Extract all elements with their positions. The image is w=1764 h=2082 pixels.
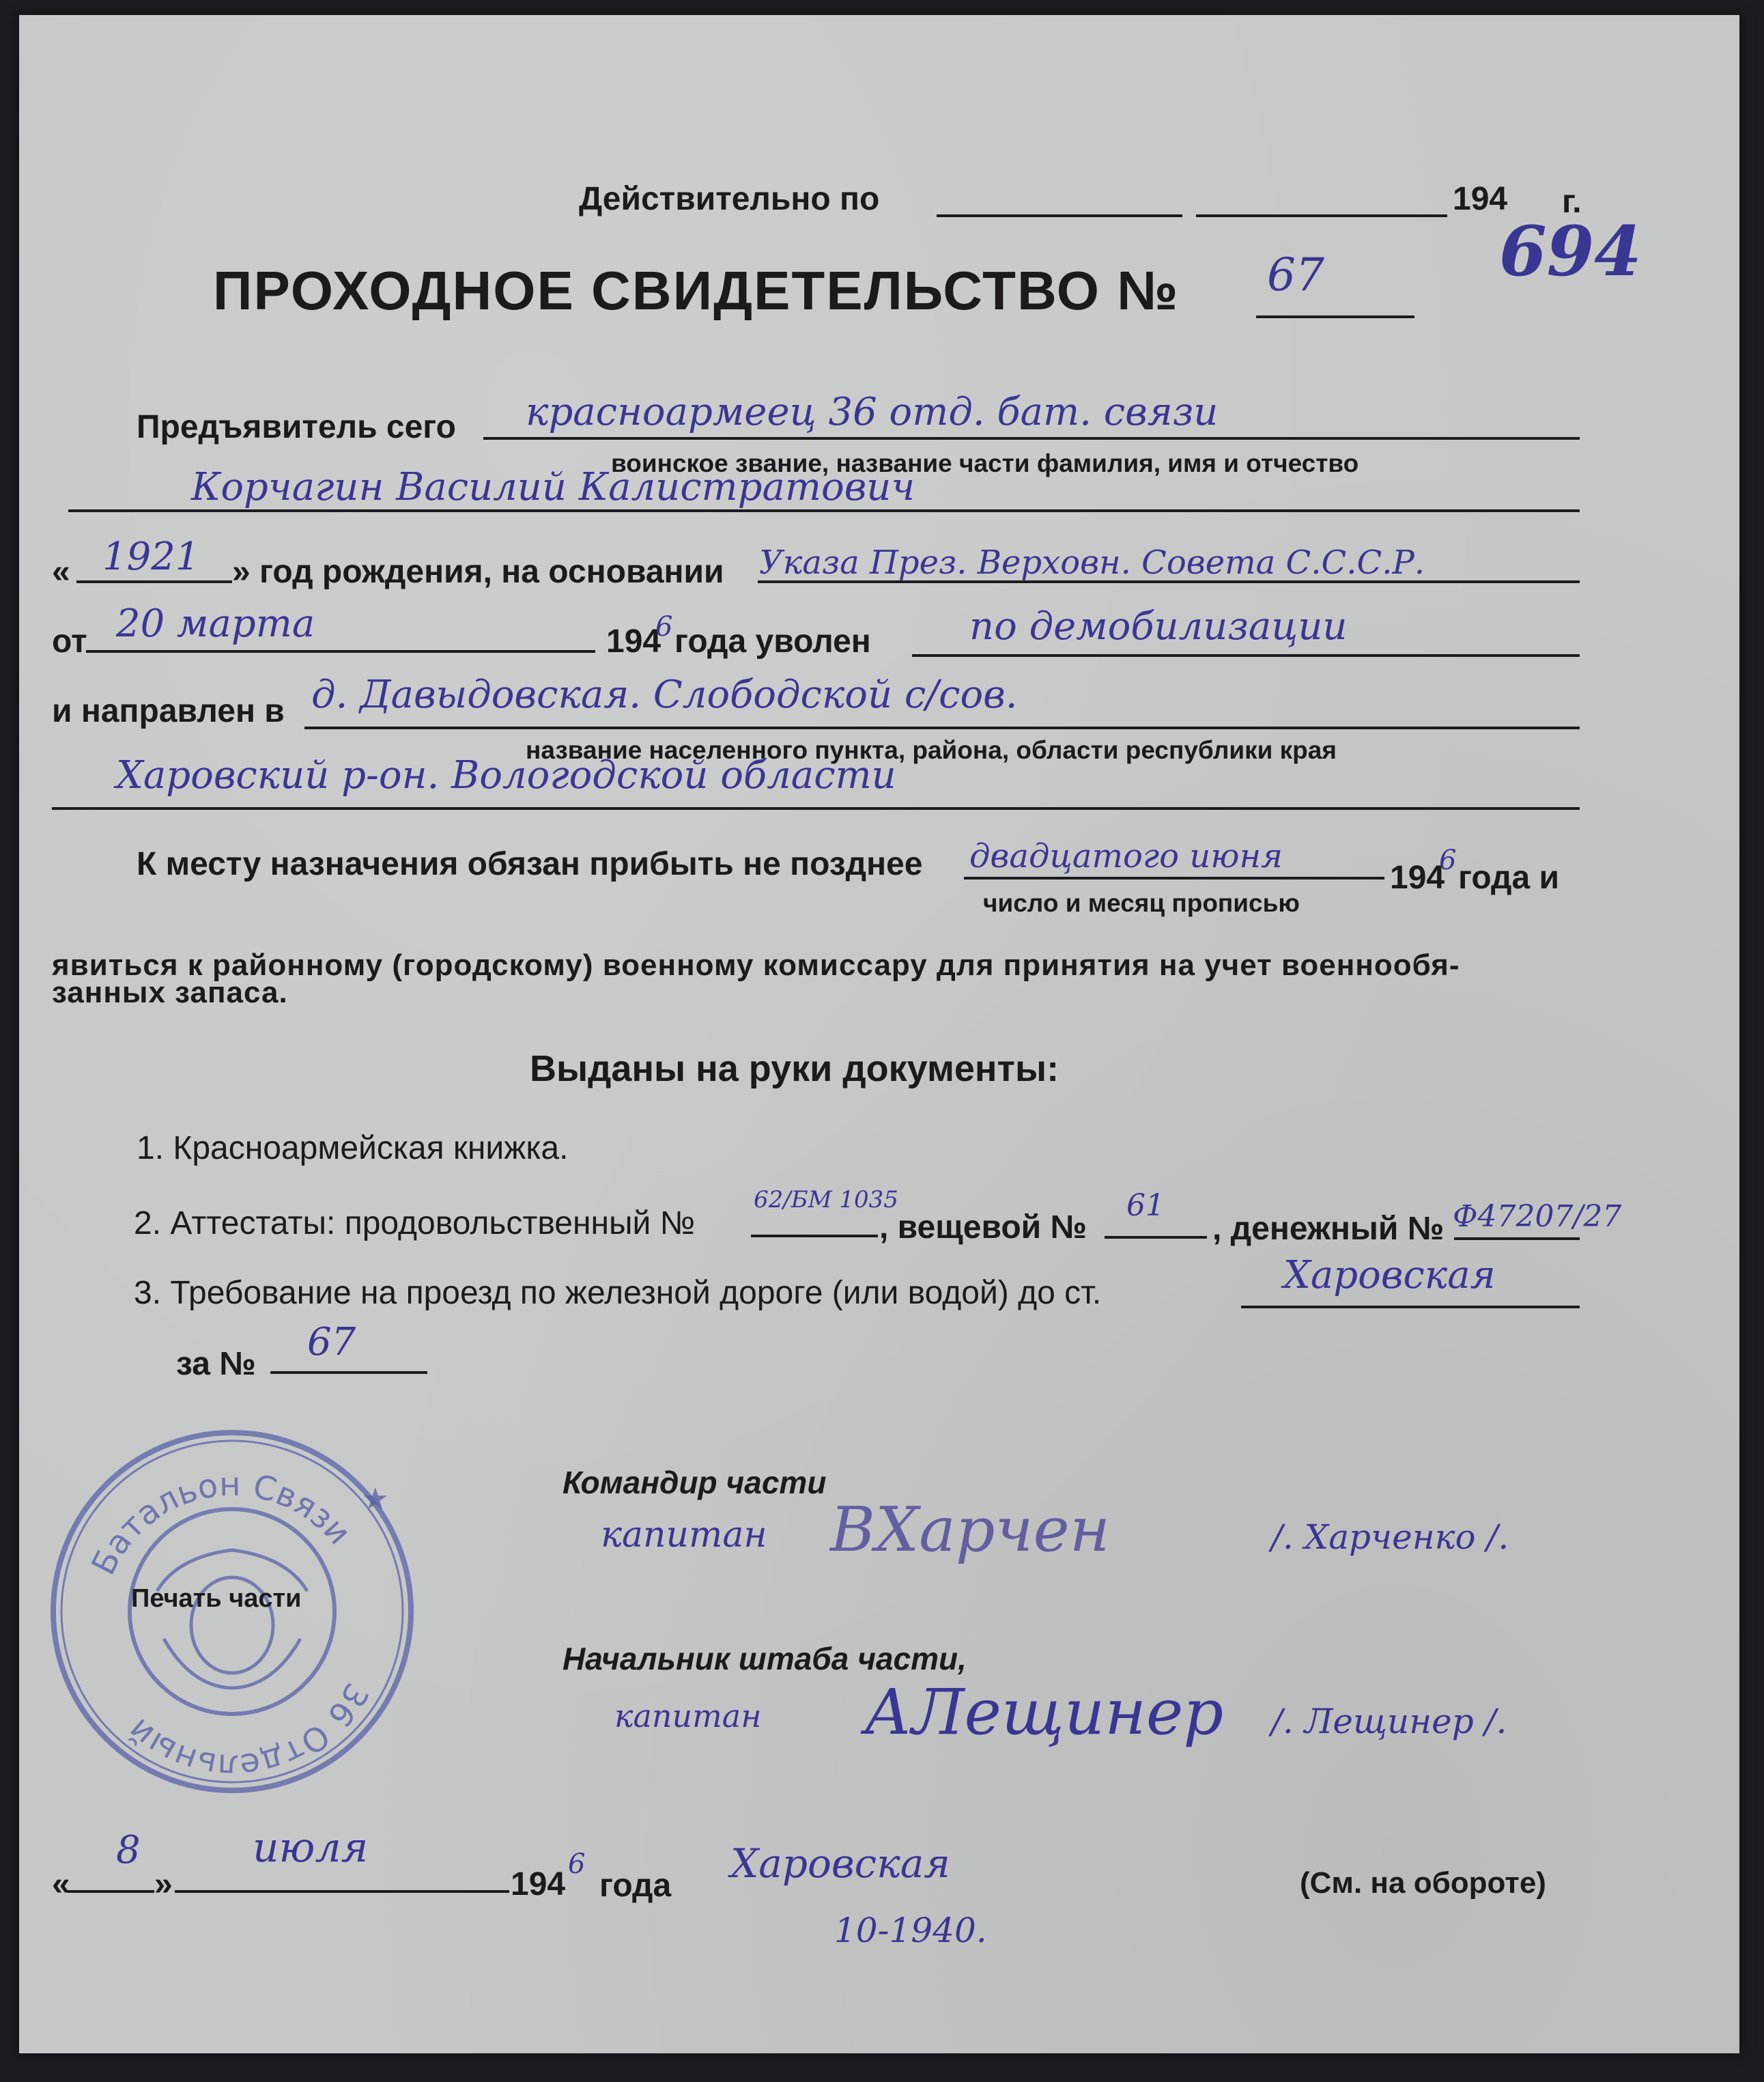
certificate-number: 67	[1267, 249, 1324, 301]
title-number-line	[1256, 315, 1414, 318]
station-line	[1241, 1306, 1580, 1308]
footer-year-prefix: 194	[511, 1866, 566, 1902]
document-item-3-label: 3. Требование на проезд по железной дороге (или водой) до ст.	[134, 1275, 1102, 1311]
discharge-from-label: от	[52, 623, 87, 660]
birth-year: 1921	[102, 535, 200, 579]
bearer-full-name: Корчагин Василий Калистратович	[191, 465, 915, 509]
footer-day: 8	[116, 1828, 141, 1872]
name-line	[68, 509, 1580, 512]
discharge-date-line	[86, 650, 595, 653]
arrival-year-prefix: 194	[1390, 860, 1445, 896]
za-label: за №	[176, 1346, 256, 1382]
birth-year-line	[76, 580, 232, 583]
destination-label: и направлен в	[52, 693, 285, 729]
document-item-2-label: 2. Аттестаты: продовольственный №	[134, 1205, 696, 1241]
valid-until-line-2	[1196, 214, 1447, 217]
birth-open-quote: «	[52, 554, 70, 590]
arrival-paragraph-line-1: явиться к районному (городскому) военному комиссару для принятия на учет военнообя-	[52, 948, 1460, 982]
bearer-line	[483, 437, 1580, 440]
district-line	[52, 807, 1580, 810]
destination-place: д. Давыдовская. Слободской с/сов.	[311, 673, 1018, 717]
food-no-line	[751, 1235, 878, 1237]
chief-name: /. Лещинер /.	[1271, 1702, 1507, 1741]
arrival-date-line	[964, 877, 1384, 880]
commander-name: /. Харченко /.	[1271, 1517, 1509, 1557]
documents-heading: Выданы на руки документы:	[530, 1048, 1059, 1089]
footer-year-suffix: года	[599, 1868, 672, 1904]
arrival-date-words: двадцатого июня	[969, 837, 1283, 875]
see-reverse-note: (См. на обороте)	[1300, 1866, 1546, 1900]
arrival-label: К месту назначения обязан прибыть не позднее	[137, 846, 923, 882]
commander-signature: ВХарчен	[830, 1494, 1111, 1566]
basis-decree: Указа През. Верховн. Совета С.С.С.Р.	[759, 544, 1425, 582]
footer-year-digit: 6	[568, 1848, 586, 1880]
money-no-line	[1454, 1237, 1580, 1240]
discharge-year-digit: 6	[655, 611, 673, 643]
footer-day-line	[67, 1890, 154, 1893]
bearer-caption: воинское звание, название части фамилия, имя и отчество	[611, 449, 1359, 477]
document-item-1: 1. Красноармейская книжка.	[137, 1130, 569, 1166]
bearer-rank-unit: красноармеец 36 отд. бат. связи	[526, 390, 1219, 434]
destination-district: Харовский р-он. Вологодской области	[116, 753, 896, 798]
commander-label: Командир части	[563, 1465, 827, 1500]
chief-of-staff-label: Начальник штаба части,	[563, 1641, 967, 1676]
stamp-text-top: Батальон Связи	[84, 1465, 358, 1581]
valid-year-suffix: г.	[1562, 184, 1582, 220]
chief-rank: капитан	[614, 1698, 762, 1734]
footer-annotation-date: 10-1940.	[834, 1911, 987, 1950]
discharge-reason: по демобилизации	[969, 604, 1348, 649]
stamp-star-icon: ★	[362, 1482, 389, 1517]
arrival-caption: число и месяц прописью	[983, 889, 1300, 917]
discharged-label: года уволен	[674, 623, 871, 660]
valid-until-label: Действительно по	[579, 181, 880, 217]
footer-open-quote: «	[52, 1866, 70, 1902]
discharge-year-prefix: 194	[606, 623, 662, 660]
footer-close-quote: »	[154, 1866, 173, 1902]
valid-until-line-1	[937, 214, 1182, 217]
money-attestat-no: Ф47207/27	[1453, 1199, 1622, 1234]
clothing-label: , вещевой №	[879, 1209, 1087, 1246]
za-no-line	[270, 1371, 427, 1374]
clothing-no-line	[1105, 1236, 1207, 1239]
destination-caption: название населенного пункта, района, области республики края	[526, 736, 1337, 764]
corner-number: 694	[1499, 211, 1642, 292]
discharge-date: 20 марта	[116, 602, 315, 646]
arrival-paragraph-line-2: занных запаса.	[52, 976, 288, 1009]
seal-label: Печать части	[131, 1584, 302, 1613]
commander-rank: капитан	[601, 1515, 767, 1556]
food-attestat-no: 62/БМ 1035	[754, 1186, 898, 1213]
money-label: , денежный №	[1212, 1211, 1445, 1247]
chief-signature: АЛещинер	[864, 1676, 1224, 1749]
footer-month-line	[175, 1890, 509, 1893]
document-title: ПРОХОДНОЕ СВИДЕТЕЛЬСТВО №	[213, 260, 1180, 321]
destination-line	[304, 727, 1580, 729]
svg-text:Батальон Связи	[84, 1465, 358, 1581]
footer-month: июля	[253, 1824, 369, 1872]
arrival-year-digit: 6	[1439, 845, 1457, 876]
arrival-year-suffix: года и	[1458, 860, 1560, 896]
svg-text:36 Отдельный	[120, 1676, 375, 1785]
bearer-label: Предъявитель сего	[137, 409, 456, 445]
destination-station: Харовская	[1283, 1253, 1496, 1297]
za-no: 67	[307, 1320, 356, 1364]
footer-annotation-station: Харовская	[730, 1840, 950, 1887]
stamp-text-bottom: 36 Отдельный	[120, 1676, 376, 1786]
valid-year-prefix: 194	[1453, 181, 1508, 217]
birth-basis-label: » год рождения, на основании	[232, 554, 724, 590]
clothing-attestat-no: 61	[1126, 1188, 1165, 1223]
discharge-reason-line	[912, 654, 1580, 657]
